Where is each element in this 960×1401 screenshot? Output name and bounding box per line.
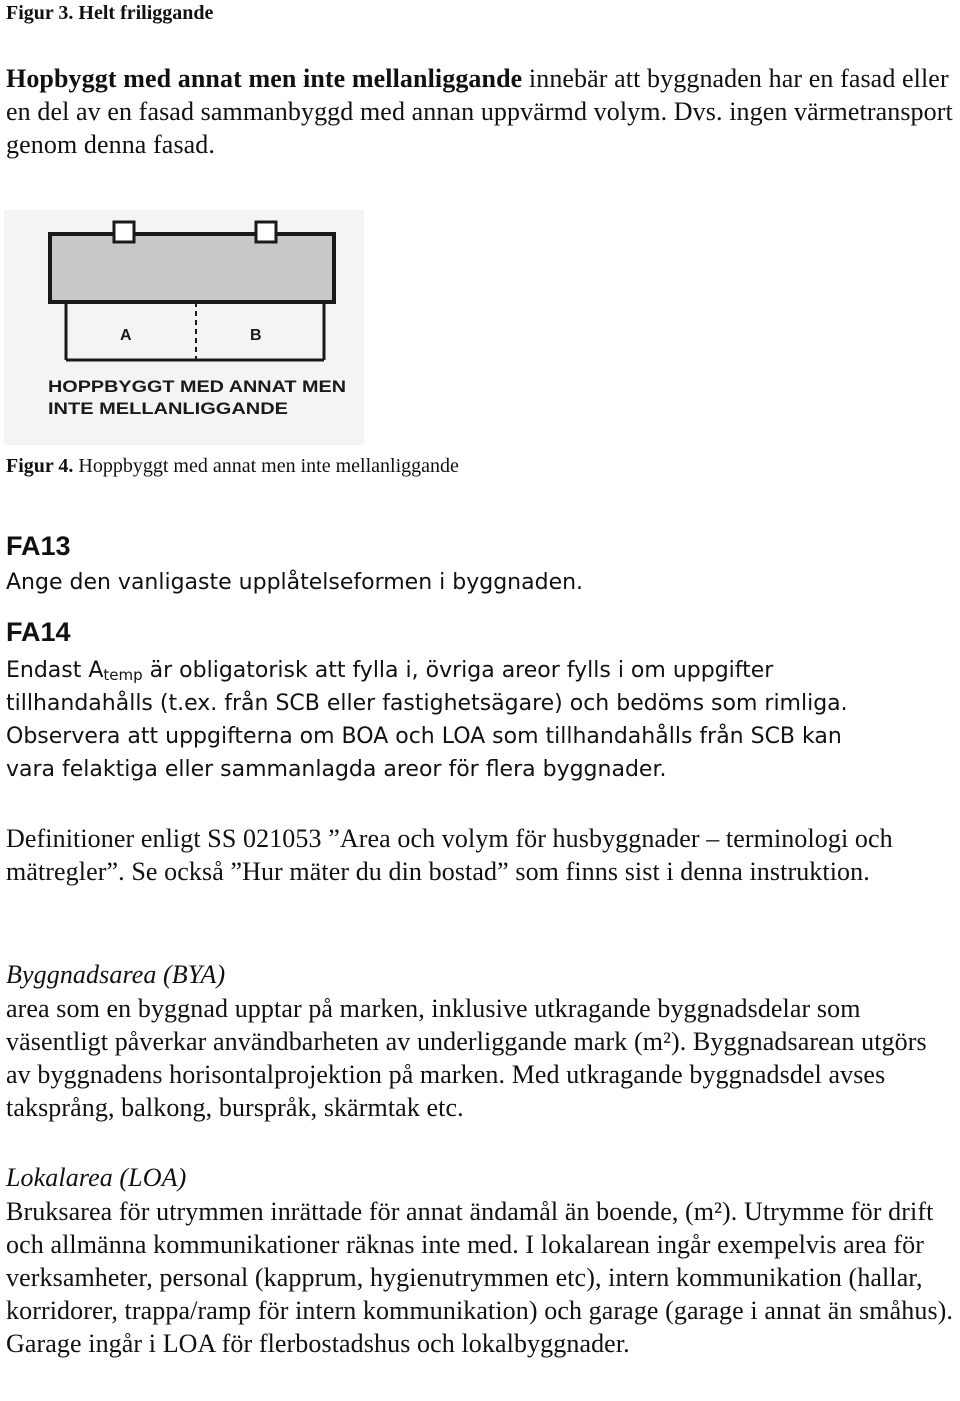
figure-4-caption: [6, 453, 459, 479]
figure-3-label: Figur 3.: [6, 2, 74, 24]
figure-4-drawing: [4, 210, 364, 445]
chimney-right: [256, 222, 276, 242]
fa14-line-2: tillhandahålls (t.ex. från SCB eller fastighetsägare) och bedöms som rimliga.: [6, 691, 848, 716]
building-diagram: [4, 210, 364, 445]
intro-paragraph: [6, 62, 956, 161]
fa14-line-1-rest: är obligatorisk att fylla i, övriga areor fylls i om uppgifter: [142, 658, 774, 683]
figure-3-title: Helt friliggande: [78, 2, 214, 24]
fa14-a-symbol: Endast A: [6, 658, 104, 683]
room-label-a: A: [120, 327, 132, 344]
definitions-paragraph: Definitioner enligt SS 021053 ”Area och volym för husbyggnader – terminologi och mätregler”. Se också ”Hur mäter du din bostad” som finns sist i denna instruktion.: [6, 824, 893, 886]
intro-bold-term: Hopbyggt med annat men inte mellanliggande: [6, 64, 523, 93]
figure-4-title: Hoppbyggt med annat men inte mellanliggande: [78, 455, 459, 477]
bya-term: Byggnadsarea (BYA): [6, 960, 226, 989]
drawing-caption-line-1: HOPPBYGGT MED ANNAT MEN: [48, 377, 346, 396]
loa-definition: Bruksarea för utrymmen inrättade för annat ändamål än boende, (m²). Utrymme för drift och allmänna kommunikationer räknas inte med. I lokalarean ingår exempelvis area för verksamheter, personal (kapprum, hygienutrymmen etc), intern kommunikation (hallar, korridorer, trappa/ramp för intern kommunikation) och garage (garage i annat än småhus). Garage ingår i LOA för flerbostadshus och lokalbyggnader.: [6, 1197, 954, 1358]
fa13-heading: FA13: [6, 531, 71, 561]
fa14-paragraph: [6, 654, 956, 786]
fa14-line-3: Observera att uppgifterna om BOA och LOA som tillhandahålls från SCB kan: [6, 724, 842, 749]
fa14-line-4: vara felaktiga eller sammanlagda areor för flera byggnader.: [6, 757, 667, 782]
fa14-heading: FA14: [6, 617, 71, 647]
fa13-text: Ange den vanligaste upplåtelseformen i byggnaden.: [6, 570, 584, 595]
bya-definition: area som en byggnad upptar på marken, inklusive utkragande byggnadsdelar som väsentligt påverkar användbarheten av underliggande mark (m²). Byggnadsarean utgörs av byggnadens horisontalprojektion på marken. Med utkragande byggnadsdel avses taksprång, balkong, burspråk, skärmtak etc.: [6, 994, 927, 1122]
fa14-line-1: [6, 654, 956, 687]
fa14-subscript: temp: [103, 666, 143, 684]
room-label-b: B: [250, 327, 262, 344]
roof-band: [50, 234, 334, 302]
loa-term: Lokalarea (LOA): [6, 1163, 187, 1192]
chimney-left: [114, 222, 134, 242]
drawing-caption-line-2: INTE MELLANLIGGANDE: [48, 399, 288, 418]
intro-text: innebär att byggnaden har en fasad eller en del av en fasad sammanbyggd med annan uppvärmd volym. Dvs. ingen värmetransport genom denna fasad.: [6, 64, 953, 159]
figure-3-caption: [6, 0, 213, 26]
figure-4-label: Figur 4.: [6, 455, 74, 477]
